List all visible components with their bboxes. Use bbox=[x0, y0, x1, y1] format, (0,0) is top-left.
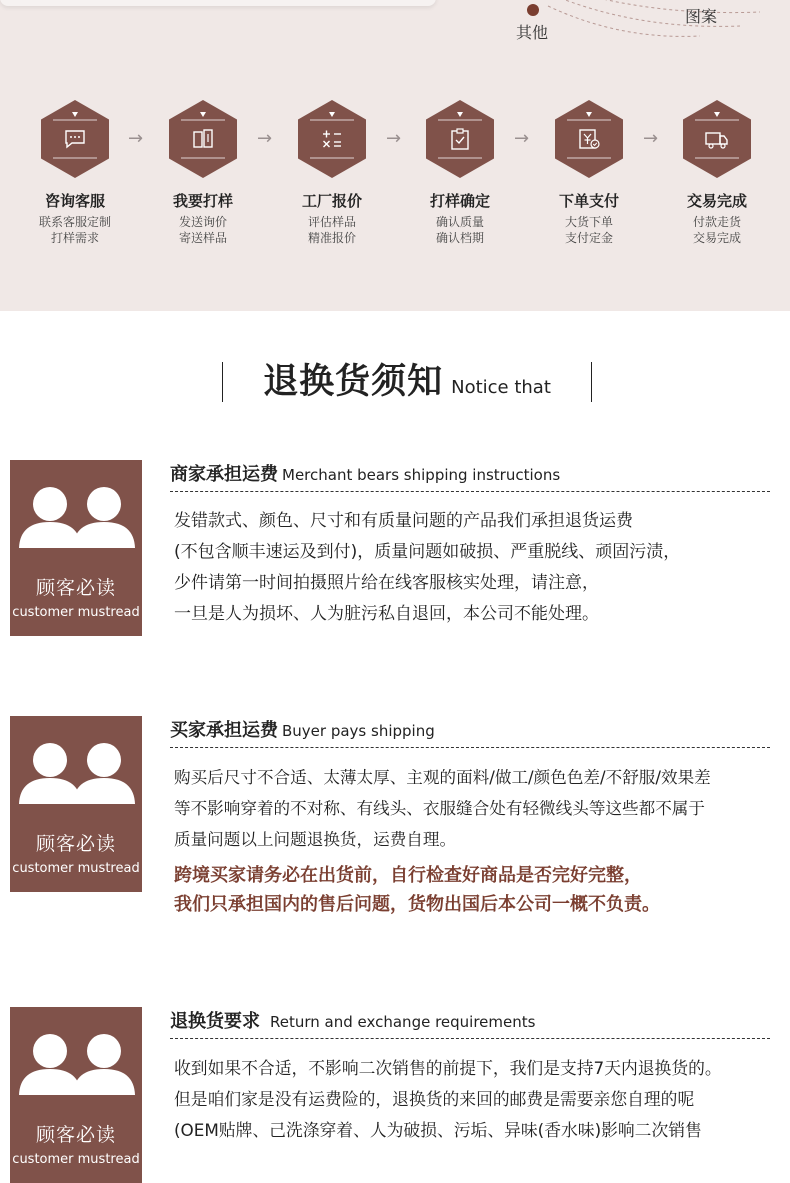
calculator-icon bbox=[298, 100, 366, 178]
process-band bbox=[0, 0, 790, 311]
step-desc-2: 精准报价 bbox=[307, 231, 356, 245]
step-title: 工厂报价 bbox=[301, 192, 362, 210]
step-desc-1: 付款走货 bbox=[692, 215, 741, 229]
section-body bbox=[174, 506, 784, 630]
step-title: 我要打样 bbox=[172, 192, 233, 210]
body-line: 购买后尺寸不合适、太薄太厚、主观的面料/做工/颜色色差/不舒服/效果差 bbox=[174, 768, 711, 787]
step-desc-2: 交易完成 bbox=[692, 231, 741, 245]
sample-box-icon bbox=[169, 100, 237, 178]
users-icon bbox=[10, 480, 142, 570]
arc-label-pattern: 图案 bbox=[685, 7, 718, 26]
step-payment bbox=[529, 100, 649, 246]
warning-line: 跨境买家请务必在出货前，自行检查好商品是否完好完整， bbox=[174, 865, 642, 886]
notice-heading bbox=[222, 362, 592, 402]
badge-label-en: customer mustread bbox=[12, 1152, 140, 1167]
step-desc-1: 联系客服定制 bbox=[38, 215, 111, 229]
step-title: 交易完成 bbox=[686, 192, 747, 210]
step-desc-1: 评估样品 bbox=[307, 215, 356, 229]
step-consult bbox=[15, 100, 135, 246]
section-title-en: Return and exchange requirements bbox=[270, 1013, 536, 1031]
badge-label-cn: 顾客必读 bbox=[35, 577, 116, 599]
arrow-icon: → bbox=[257, 128, 273, 149]
step-desc-2: 寄送样品 bbox=[178, 231, 227, 245]
step-desc-1: 发送询价 bbox=[178, 215, 227, 229]
step-desc-2: 打样需求 bbox=[50, 231, 99, 245]
yen-payment-icon bbox=[555, 100, 623, 178]
dashed-divider bbox=[170, 1038, 770, 1039]
section-title-cn: 买家承担运费 bbox=[170, 720, 278, 741]
clipboard-check-icon bbox=[426, 100, 494, 178]
step-desc-2: 支付定金 bbox=[564, 231, 613, 245]
step-desc-1: 大货下单 bbox=[564, 215, 613, 229]
badge-label-cn: 顾客必读 bbox=[35, 1124, 116, 1146]
body-line: 一旦是人为损坏、人为脏污私自退回，本公司不能处理。 bbox=[174, 604, 599, 624]
body-line: (不包含顺丰速运及到付)，质量问题如破损、严重脱线、顽固污渍， bbox=[174, 542, 681, 562]
users-icon bbox=[10, 1027, 142, 1117]
notice-title-en: Notice that bbox=[451, 377, 551, 398]
section-title-cn: 商家承担运费 bbox=[170, 464, 278, 485]
badge-label-en: customer mustread bbox=[12, 605, 140, 620]
step-title: 咨询客服 bbox=[44, 192, 105, 210]
customer-must-read-badge bbox=[10, 716, 142, 892]
body-line: 等不影响穿着的不对称、有线头、衣服缝合处有轻微线头等这些都不属于 bbox=[174, 799, 705, 818]
cross-border-warning bbox=[174, 861, 784, 919]
arrow-icon: → bbox=[514, 128, 530, 149]
body-line: 发错款式、颜色、尺寸和有质量问题的产品我们承担退货运费 bbox=[174, 511, 633, 531]
step-confirm bbox=[400, 100, 520, 246]
body-line: 但是咱们家是没有运费险的，退换货的来回的邮费是需要亲您自理的呢 bbox=[174, 1089, 695, 1109]
step-title: 打样确定 bbox=[429, 192, 490, 210]
chat-bubble-icon bbox=[41, 100, 109, 178]
section-body bbox=[174, 762, 784, 855]
step-complete bbox=[657, 100, 777, 246]
section-body bbox=[174, 1053, 784, 1146]
section-title bbox=[170, 716, 435, 742]
arrow-icon: → bbox=[128, 128, 144, 149]
arrow-icon: → bbox=[386, 128, 402, 149]
badge-label-cn: 顾客必读 bbox=[35, 833, 116, 855]
arc-decoration bbox=[0, 0, 790, 80]
notice-title-cn: 退换货须知 bbox=[263, 362, 444, 402]
step-desc-2: 确认档期 bbox=[435, 231, 484, 245]
dashed-divider bbox=[170, 747, 770, 748]
section-title-en: Merchant bears shipping instructions bbox=[282, 466, 561, 484]
body-line: 收到如果不合适，不影响二次销售的前提下，我们是支持7天内退换货的。 bbox=[174, 1058, 722, 1078]
step-desc-1: 确认质量 bbox=[435, 215, 484, 229]
delivery-truck-icon bbox=[683, 100, 751, 178]
arc-label-other: 其他 bbox=[516, 23, 549, 42]
step-quote bbox=[272, 100, 392, 246]
step-title: 下单支付 bbox=[558, 192, 619, 210]
body-line: 质量问题以上问题退换货，运费自理。 bbox=[174, 830, 457, 849]
badge-label-en: customer mustread bbox=[12, 861, 140, 876]
customer-must-read-badge bbox=[10, 1007, 142, 1183]
section-title bbox=[170, 460, 560, 486]
arrow-icon: → bbox=[643, 128, 659, 149]
dashed-divider bbox=[170, 491, 770, 492]
process-steps bbox=[0, 100, 790, 260]
warning-line: 我们只承担国内的售后问题，货物出国后本公司一概不负责。 bbox=[174, 894, 660, 915]
step-sample bbox=[143, 100, 263, 246]
section-title bbox=[170, 1007, 535, 1033]
section-title-en: Buyer pays shipping bbox=[282, 722, 435, 740]
customer-must-read-badge bbox=[10, 460, 142, 636]
users-icon bbox=[10, 736, 142, 826]
body-line: 少件请第一时间拍摄照片给在线客服核实处理，请注意， bbox=[174, 573, 599, 593]
body-line: (OEM贴牌、己洗涤穿着、人为破损、污垢、异味(香水味)影响二次销售 bbox=[174, 1120, 702, 1140]
section-title-cn: 退换货要求 bbox=[170, 1011, 260, 1032]
